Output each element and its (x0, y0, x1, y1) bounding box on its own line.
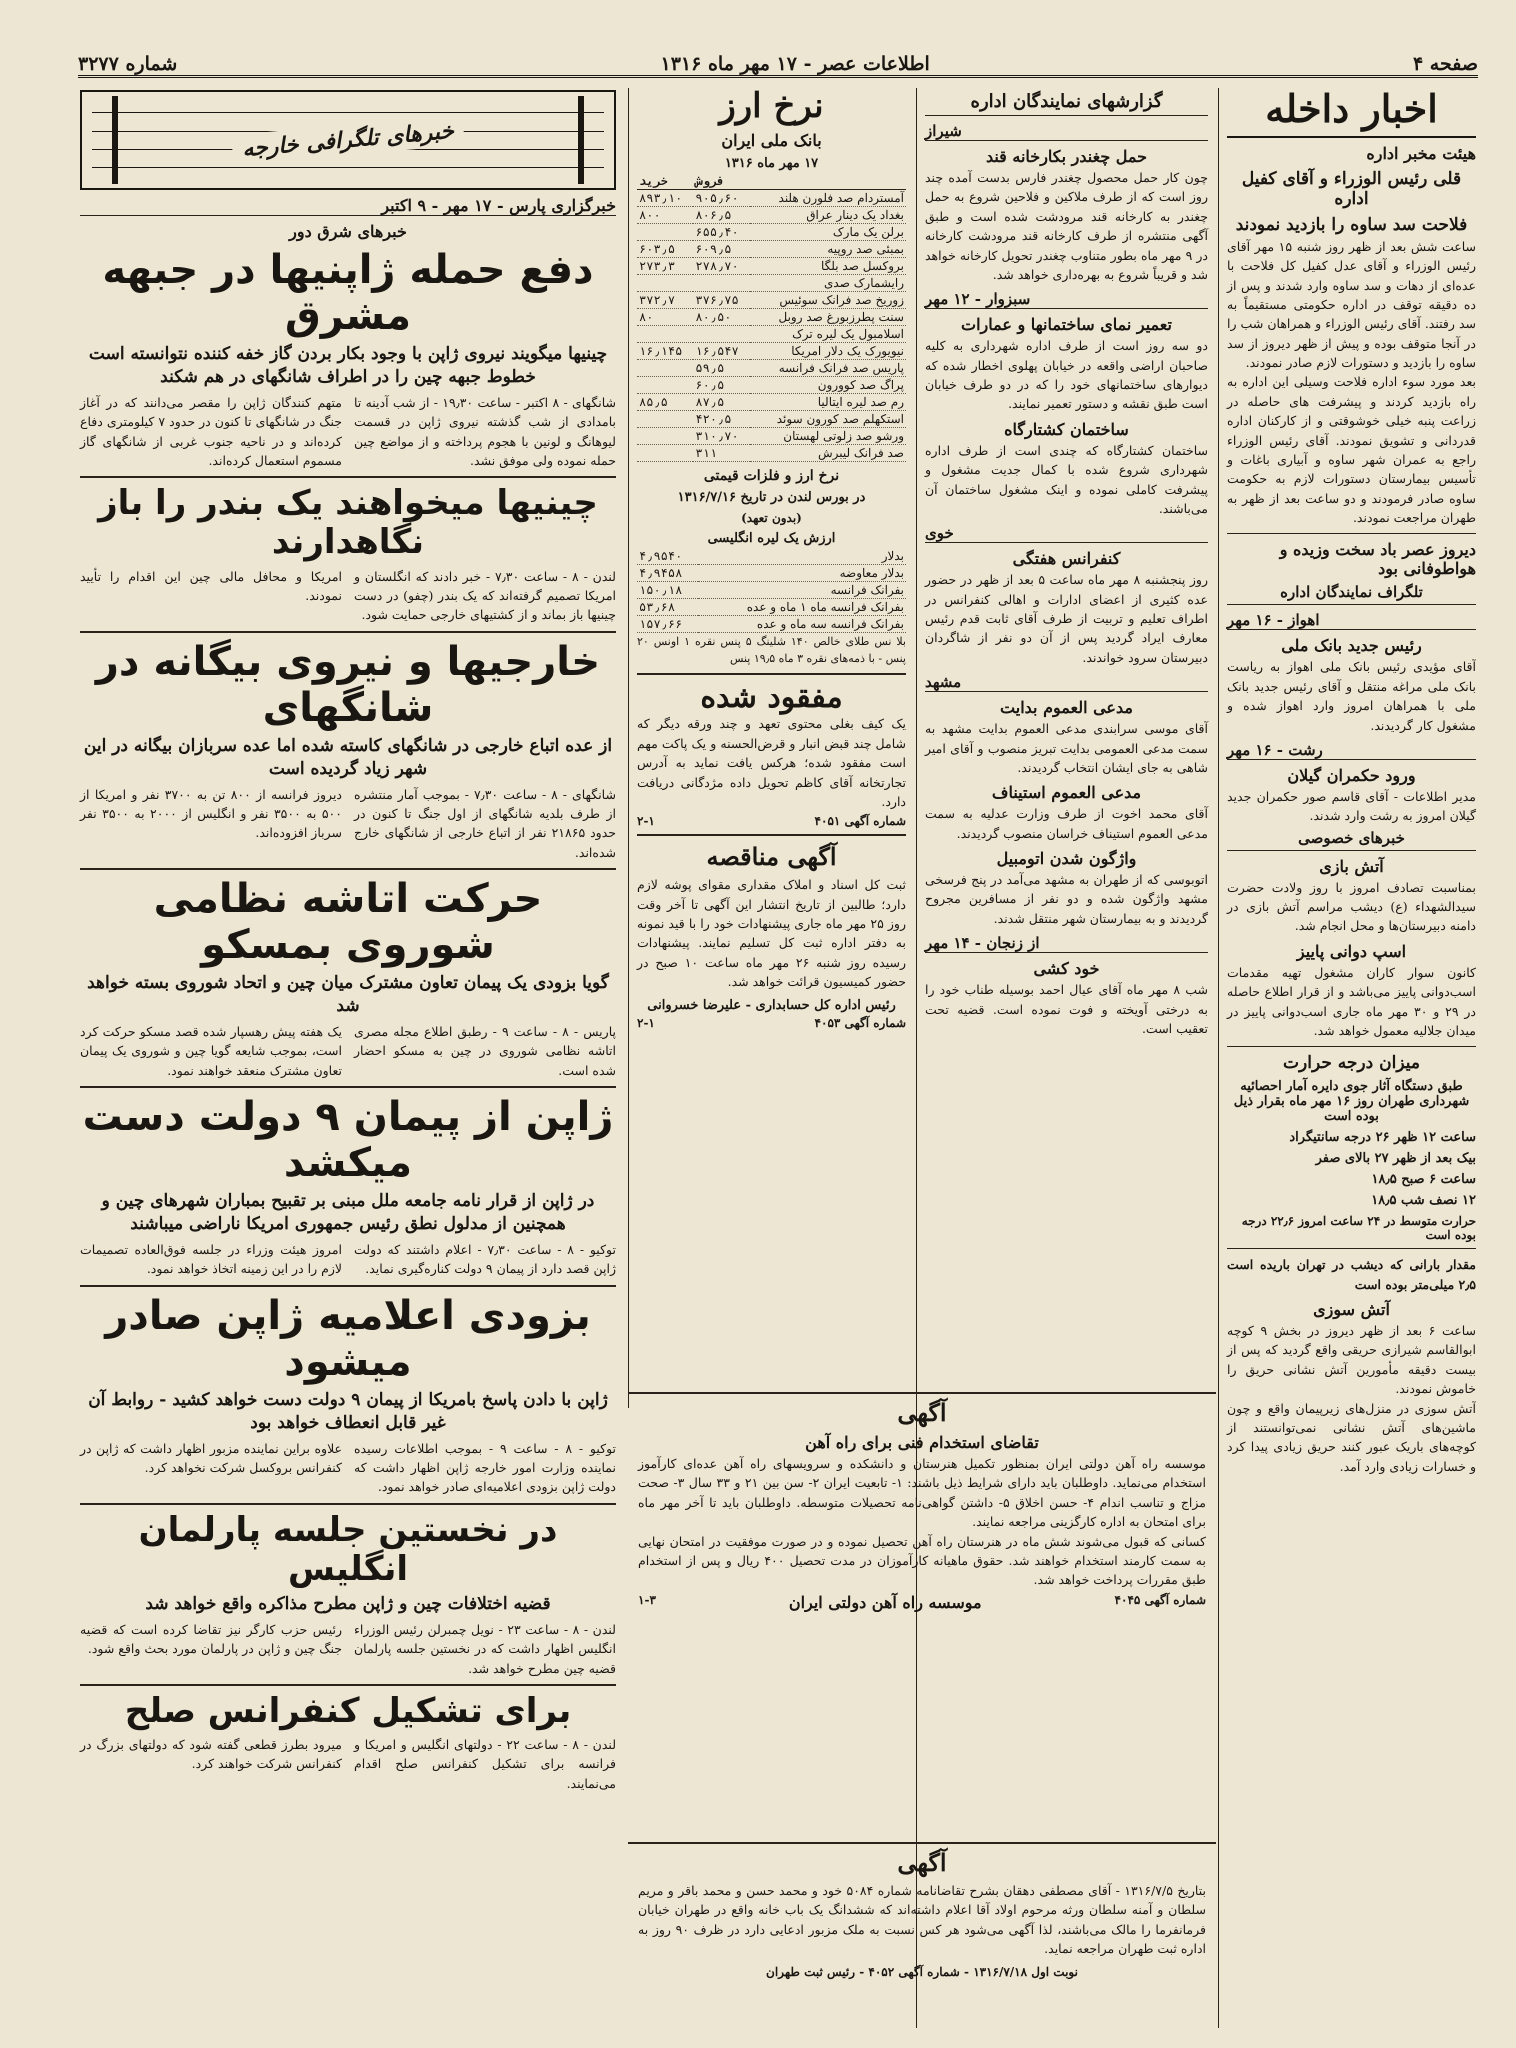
lost-title: مفقود شده (700, 680, 843, 716)
london-cell-val: ۱۵۰٫۱۸ (637, 582, 698, 599)
rasht-head: ورود حکمران گیلان (1287, 765, 1416, 785)
property-ad-text: بتاریخ ۱۳۱۶/۷/۵ - آقای مصطفی دهقان بشرح تقاضانامه شماره ۵۰۸۴ خود و محمد حسن و محمد باقر و مریم سلطان و آمنه سلطان ورثه مرحوم اولاد آقا اعلام داشته‌اند که ششدانگ یک باب خانه واقع در طهران خیابان فرمانفرما را مالک می‌باشند، لذا آگهی می‌شود هر کس نسبت به ملک مزبور ادعایی دارد در ظرف ۹۰ روز به اداره ثبت طهران مراجعه نماید. (638, 1883, 1206, 1957)
exchange-cell-sell: ۸۷٫۵ (693, 394, 749, 411)
divider (1227, 1046, 1476, 1047)
exchange-cell-sell (693, 275, 749, 292)
exchange-cell-name: برلن یک مارک (750, 224, 906, 241)
exchange-cell-sell: ۶۰٫۵ (693, 377, 749, 394)
exchange-row (637, 428, 906, 445)
gold-text: بلا نس طلای خالص ۱۴۰ شلینگ ۵ پنس نقره ۱ اونس ۲۰ پنس - با ذمه‌های نقره ۳ ماه ۱۹٫۵ پنس (637, 635, 906, 666)
khoy-city: خوی (925, 524, 1208, 543)
foreign-news-column (70, 88, 626, 2028)
lost-footer (637, 814, 906, 828)
exchange-cell-name: نیویورک یک دلار امریکا (750, 343, 906, 360)
exchange-row (637, 224, 906, 241)
exchange-cell-name: صد فرانک لیبرش (750, 445, 906, 462)
tender-sign: رئیس اداره کل حسابداری - علیرضا خسروانی (647, 997, 896, 1013)
deck-4: گویا بزودی یک پیمان تعاون مشترک میان چین و اتحاد شوروی بسته خواهد شد (87, 973, 609, 1016)
exchange-cell-buy (637, 224, 693, 241)
foreign-news-banner (80, 90, 616, 190)
exchange-row (637, 241, 906, 258)
lost-ad-number: شماره آگهی ۴۰۵۱ (814, 814, 906, 829)
page-label: صفحه ۴ (1412, 52, 1478, 75)
divider (80, 1503, 616, 1505)
exchange-cell-buy: ۳۷۲٫۷ (637, 292, 693, 309)
mashhad-head: مدعی العموم بدایت (1000, 698, 1133, 718)
exchange-cell-sell: ۳۷۶٫۷۵ (693, 292, 749, 309)
exchange-cell-name: پاریس صد فرانک فرانسه (750, 360, 906, 377)
fire-text: بمناسبت تصادف امروز با روز ولادت حضرت سیدالشهداء (ع) دیشب مراسم آتش بازی در دامنه دبیرستان‌ها و محل انجام شد. (1227, 879, 1476, 934)
exchange-cell-name: بمبئی صد روپیه (750, 241, 906, 258)
exchange-cell-buy: ۸۰ (637, 309, 693, 326)
exchange-cell-name: آمستردام صد فلورن هلند (750, 190, 906, 207)
railway-ad-title: آگهی (897, 1398, 947, 1427)
ahvaz-city: اهواز - ۱۶ مهر (1227, 611, 1476, 630)
headline-1: دفع حمله ژاپنیها در جبهه مشرق (102, 247, 594, 339)
london-cell-val: ۱۵۷٫۶۶ (637, 616, 698, 633)
divider (1227, 1248, 1476, 1249)
london-row (637, 599, 906, 616)
divider (1227, 533, 1476, 534)
tender-ad-number: شماره آگهی ۴۰۵۳ (814, 1015, 906, 1030)
exchange-row (637, 258, 906, 275)
exchange-cell-buy (637, 428, 693, 445)
story-7-text-a: لندن - ۸ - ساعت ۲۳ - نویل چمبرلن رئیس الوزراء انگلیس اظهار داشت که در نخستین جلسه پارلمان قضیه چین مطرح خواهد شد. (354, 1621, 616, 1676)
mashhad-text2: آقای محمد اخوت از طرف وزارت عدلیه به سمت مدعی العموم استیناف خراسان منصوب گردیدند. (925, 806, 1208, 841)
bus-head: واژگون شدن اتومبیل (996, 849, 1137, 868)
railway-ad-subtitle: تقاضای استخدام فنی برای راه آهن (805, 1433, 1039, 1452)
fire3-text: آتش سوزی در منزل‌های زیرپیمان واقع و چون ماشین‌های آتش نشانی نمی‌توانستند از کوچه‌های باریک عبور کنند حریق زیادی پیدا کرد و خسارات زیادی وارد آمد. (1227, 1400, 1476, 1474)
domestic-item1-sub: فلاحت سد ساوه را بازدید نمودند (1235, 214, 1468, 235)
exchange-row (637, 292, 906, 309)
temp-row: ساعت ۶ صبح ۱۸٫۵ (1371, 1172, 1476, 1188)
exchange-cell-name: استکهلم صد کورون سوئد (750, 411, 906, 428)
deck-5: در ژاپن از قرار نامه جامعه ملل مبنی بر تقبیح بمباران شهرهای چین و همچنین از مدلول نطق رئیس جمهوری امریکا ناراضی میباشند (101, 1191, 595, 1234)
story-2-text-a: لندن - ۸ - ساعت ۷٫۳۰ - خبر دادند که انگلستان و امریکا تصمیم گرفته‌اند که یک بندر (چفو) در دست چینیها باز بماند و از کشتیهای خارجی حمایت شود. (354, 568, 616, 623)
london-row (637, 565, 906, 582)
story-8-text-a: لندن - ۸ - ساعت ۲۲ - دولتهای انگلیس و امریکا و فرانسه برای تشکیل کنفرانس صلح اقدام می‌نمایند. (354, 1737, 616, 1791)
railway-ad (628, 1392, 1216, 1612)
london-row (637, 548, 906, 565)
lost-ad-run: ۲-۱ (637, 814, 655, 829)
domestic-item1-text2: بعد مورد سوء اداره فلاحت وسیلی این اداره به راه بازدید کردند و پیشرفت های حاصله در زراعت پنبه خیلی خوشوقتی و از کارکنان اداره قدردانی و تشویق نمودند. آقای رئیس الوزراء راجع به عمران شهر ساوه و آبیاری باغات و تأسیس بیمارستان دستورات لازم به حکومت ساوه صادر فرمودند و دو ساعت بعد از ظهر به طهران مراجعت نمودند. (1227, 374, 1476, 526)
exchange-cell-sell: ۴۲۰٫۵ (693, 411, 749, 428)
property-ad (628, 1842, 1216, 1981)
story-1 (80, 393, 616, 471)
deck-6: ژاپن با دادن پاسخ بامریکا از پیمان ۹ دولت دست خواهد کشید - روابط آن غیر قابل انعطاف خواهد بود (88, 1389, 608, 1433)
story-3-text-a: شانگهای - ۸ - ساعت ۷٫۳۰ - بموجب آمار منتشره از طرف بلدیه شانگهای از اول جنگ تا کنون در حدود ۲۱۸۶۵ نفر از اتباع خارجی از شانگهای خارج شده‌اند. (354, 786, 616, 860)
rasht-text: مدیر اطلاعات - آقای قاسم صور حکمران جدید گیلان امروز به رشت وارد شدند. (1227, 788, 1476, 824)
london-cell-name: بفرانک فرانسه سه ماه و عده (698, 616, 906, 633)
exchange-row (637, 343, 906, 360)
property-ad-footer: نوبت اول ۱۳۱۶/۷/۱۸ - شماره آگهی ۴۰۵۲ - رئیس ثبت طهران (766, 1964, 1078, 1979)
exchange-cell-name: رم صد لیره ایتالیا (750, 394, 906, 411)
mashhad-head2: مدعی العموم استیناف (991, 783, 1142, 803)
exchange-cell-buy (637, 445, 693, 462)
exchange-cell-name: بغداد یک دینار عراق (750, 207, 906, 224)
railway-ad-text: موسسه راه آهن دولتی ایران بمنظور تکمیل هنرستان و دانشکده و سرویسهای راه آهن عده‌ای کارآموز استخدام می‌نماید. داوطلبان باید دارای شرایط ذیل باشند: ۱- تابعیت ایران ۲- سن بین ۲۱ و ۳۳ سال ۳- صحت مزاج و تناسب اندام ۴- حسن اخلاق ۵- داشتن گواهی‌نامه تحصیلات متوسطه. داوطلبان باید تا آخر مهر ماه برای امتحان به اداره کارگزینی مراجعه نمایند. (638, 1456, 1207, 1530)
exchange-cell-name: زوریخ صد فرانک سوئیس (750, 292, 906, 309)
shiraz-city: شیراز (925, 122, 1208, 141)
exchange-cell-sell: ۹۰۵٫۶۰ (693, 190, 749, 207)
london-row (637, 616, 906, 633)
shiraz-head: حمل چغندر بکارخانه قند (985, 147, 1148, 166)
fire2-head: آتش سوزی (1313, 1300, 1390, 1320)
exchange-cell-sell: ۳۱۰٫۷۰ (693, 428, 749, 445)
exchange-row (637, 394, 906, 411)
zanjan-head: خود کشی (1033, 959, 1100, 979)
story-8-text-b: میرود بطرز قطعی گفته شود که دولتهای بزرگ در کنفرانس شرکت خواهند کرد. (80, 1737, 342, 1772)
property-ad-title: آگهی (897, 1848, 947, 1877)
rasht-city: رشت - ۱۶ مهر (1227, 741, 1476, 760)
exchange-cell-sell: ۳۱۱ (693, 445, 749, 462)
deck-3: از عده اتباع خارجی در شانگهای کاسته شده اما عده سربازان بیگانه در این شهر زیاد گردیده است (83, 735, 613, 779)
exchange-date: ۱۷ مهر ماه ۱۳۱۶ (724, 156, 819, 172)
temp-row: ۱۲ نصف شب ۱۸٫۵ (1371, 1193, 1476, 1209)
sabzevar-head: تعمیر نمای ساختمانها و عمارات (961, 315, 1172, 335)
mashhad-text: آقای موسی سرابندی مدعی العموم بدایت مشهد به سمت مدعی العمومی بدایت تبریز منصوب و آقای امیر شاهی به جای ایشان انتخاب گردیدند. (925, 721, 1208, 775)
exchange-row (637, 360, 906, 377)
masthead (78, 52, 1478, 78)
masthead-center: اطلاعات عصر - ۱۷ مهر ماه ۱۳۱۶ (660, 52, 930, 75)
exchange-cell-name: رایشمارک صدی (750, 275, 906, 292)
exchange-row (637, 411, 906, 428)
london-row (637, 582, 906, 599)
headline-2: چینیها میخواهند یک بندر را باز نگاهدارند (98, 483, 598, 563)
sabzevar-text: دو سه روز است از طرف اداره شهرداری به کلیه صاحبان اراضی واقعه در خیابان پهلوی اخطار شده که دیوارهای ساختمانهای خود را که در دو طرف خیابان است طبق نقشه و دستور تعمیر نمایند. (925, 338, 1208, 412)
exchange-bank: بانک ملی ایران (721, 131, 822, 151)
exchange-row (637, 190, 906, 207)
london-cell-name: بفرانک فرانسه ماه ۱ ماه و عده (698, 599, 906, 616)
divider (80, 1285, 616, 1287)
khoy-head: کنفرانس هفتگی (1012, 549, 1121, 569)
exchange-cell-buy: ۲۷۳٫۳ (637, 258, 693, 275)
exchange-cell-name: سنت پطرزبورغ صد روبل (750, 309, 906, 326)
reports-column (916, 88, 1216, 2028)
london-table (637, 548, 906, 633)
story-2-text-b: امریکا و محافل مالی چین این اقدام را تأیید نمودند. (80, 568, 342, 603)
divider (80, 476, 616, 478)
deck-1: چینیها میگویند نیروی ژاپن با وجود بکار بردن گاز خفه کننده نتوانسته است خطوط جبهه چین را در اطراف شانگهای در هم شکند (88, 344, 608, 387)
story-7 (80, 1620, 616, 1678)
reports-title: گزارشهای نمایندگان اداره (925, 88, 1208, 116)
exchange-cell-buy (637, 360, 693, 377)
tender-footer (637, 1016, 906, 1030)
story-5-text-b: امروز هیئت وزراء در جلسه فوق‌العاده تصمیمات لازم را در این زمینه اتخاذ خواهد نمود. (80, 1241, 342, 1277)
temp-note: حرارت متوسط در ۲۴ ساعت امروز ۲۲٫۶ درجه بوده است (1241, 1214, 1476, 1243)
headline-6: بزودی اعلامیه ژاپن صادر میشود (105, 1292, 591, 1385)
headline-5: ژاپن از پیمان ۹ دولت دست میکشد (82, 1094, 614, 1187)
exchange-column (628, 88, 914, 1408)
exchange-cell-name: پراگ صد کوورون (750, 377, 906, 394)
tender-ad-run: ۲-۱ (637, 1015, 655, 1030)
zanjan-text: شب ۸ مهر ماه آقای عیال احمد بوسیله طناب خود را به درختی آویخته و فوت نموده است. قضیه تحت تعقیب است. (925, 982, 1208, 1036)
london-cell-val: ۵۳٫۶۸ (637, 599, 698, 616)
london-cell-name: بدلار (698, 548, 906, 565)
polo-head: اسپ دوانی پاییز (1296, 941, 1407, 961)
exchange-cell-buy: ۶۰۳٫۵ (637, 241, 693, 258)
exchange-title: نرخ ارز (719, 88, 824, 126)
story-6-text-a: توکیو - ۸ - ساعت ۹ - بموجب اطلاعات رسیده نماینده وزارت امور خارجه ژاپن اظهار داشت که دولت ژاپن بزودی اعلامیه‌ای صادر خواهد نمود. (354, 1440, 617, 1495)
exchange-row (637, 275, 906, 292)
exchange-cell-buy (637, 326, 693, 343)
exchange-table (637, 173, 906, 462)
domestic-dest-label: هیئت مخبر اداره (1366, 143, 1476, 163)
story-5 (80, 1240, 616, 1279)
mashhad-city: مشهد (925, 673, 1208, 692)
london-cell-name: بفرانک فرانسه (698, 582, 906, 599)
khoy-text: روز پنجشنبه ۸ مهر ماه ساعت ۵ بعد از ظهر در حضور عده کثیری از اعضای ادارات و اهالی کنفرانس در اطراف تعلیم و تربیت از طرف آقای ثابت قدم رئیس معارف ایراد گردید پس از آن دو نفر از شاگردان دبیرستان سرود خواندند. (925, 572, 1208, 665)
temp-row: بیک بعد از ظهر ۲۷ بالای صفر (1315, 1151, 1476, 1167)
value-head: ارزش یک لیره انگلیسی (707, 531, 836, 547)
london-cell-name: بدلار معاوضه (698, 565, 906, 582)
metals-head: نرخ ارز و فلزات قیمتی (703, 468, 840, 485)
domestic-news-column (1218, 88, 1476, 2028)
london-cell-val: ۴٫۹۴۵۸ (637, 565, 698, 582)
exchange-cell-sell: ۲۷۸٫۷۰ (693, 258, 749, 275)
temp-table (1227, 1130, 1476, 1208)
domestic-item1-text: ساعت شش بعد از ظهر روز شنبه ۱۵ مهر آقای رئیس الوزراء و آقای عدل کفیل کل فلاحت با عده‌ای از دهات و سد ساوه وارد شدند و پس از ده دقیقه توقف در اداره حکومتی مستقیماً به سد رفتند. آقای رئیس الوزراء و همراهان شب را در آنجا متوقف بوده و پیش از ظهر دیروز از سد ساوه را بازدید و دستورات لازم صادر نمودند. (1227, 238, 1476, 371)
polo-text: کانون سوار کاران مشغول تهیه مقدمات اسب‌دوانی پاییز می‌باشد و از قرار اطلاع حاصله در ۲۹ و ۳۰ مهر ماه جاری اسب‌دوانی پاییز در میدان جلالیه معمول خواهد شد. (1227, 964, 1476, 1038)
exchange-cell-sell: ۸۰٫۵۰ (693, 309, 749, 326)
story-1-text-a: شانگهای - ۸ اکتبر - ساعت ۱۹٫۳۰ - از شب آدینه تا بامدادی از شب گذشته نیروی ژاپن در قسمت لیوهانگ و لونین با هجوم پرداخته و از مواضع چین حمله نموده ولی موفق نشد. (354, 394, 616, 468)
story-2 (80, 567, 616, 625)
exchange-cell-sell: ۶۵۵٫۴۰ (693, 224, 749, 241)
lost-text: یک کیف بغلی محتوی تعهد و چند ورقه دیگر که شامل چند قبض انبار و قرض‌الحسنه و یک پاکت مهم است مفقود شده؛ هرکس یافت نماید به آدرس تجارتخانه آقای کاظم تحویل داده مژدگانی دریافت دارد. (637, 716, 906, 809)
temp-sub: طبق دستگاه آثار جوی دایره آمار احصائیه شهرداری طهران روز ۱۶ مهر ماه بقرار ذیل بوده است (1233, 1079, 1470, 1125)
exchange-cell-buy (637, 275, 693, 292)
exchange-cell-sell: ۶۰۹٫۵ (693, 241, 749, 258)
exchange-row (637, 326, 906, 343)
col-buy: خرید (637, 173, 693, 190)
domestic-item1-head: قلی رئیس الوزراء و آقای کفیل اداره (1241, 168, 1462, 209)
wind-head: دیروز عصر باد سخت وزیده و هواطوفانی بود (1279, 540, 1476, 579)
headline-7: در نخستین جلسه پارلمان انگلیس (138, 1509, 558, 1589)
exchange-cell-buy: ۸۵٫۵ (637, 394, 693, 411)
domestic-news-title: اخبار داخله (1227, 88, 1476, 138)
london-head: در بورس لندن در تاریخ ۱۳۱۶/۷/۱۶ (677, 490, 866, 506)
divider (637, 834, 906, 836)
story-3-text-b: دیروز فرانسه از ۸۰۰ تن به ۳۷۰۰ نفر و امریکا از ۵۰۰ به ۳۵۰۰ نفر و انگلیس از ۲۰۰۰ به ۳۵۰۰ نفر سرباز افزوده‌اند. (80, 786, 342, 841)
divider (80, 1684, 616, 1686)
exchange-cell-sell: ۱۶٫۵۴۷ (693, 343, 749, 360)
headline-3: خارجیها و نیروی بیگانه در شانگهای (95, 638, 601, 731)
exchange-row (637, 377, 906, 394)
telegraph-pole-icon (578, 96, 584, 184)
london-cell-val: ۴٫۹۵۴۰ (637, 548, 698, 565)
fire-head: آتش بازی (1319, 856, 1384, 876)
shiraz-text: چون کار حمل محصول چغندر فارس بدست آمده چند روز است که از طرف ملاکین و فلاحین شروع به حمل چغندر به کارخانه قند مرودشت شده است و طبق آگهی منتشره از طرف کارخانه قند مرودشت کارخانه در ۹ مهر ماه بطور متناوب چغندر تحویل کارخانه خواهد شد و قریباً شروع به بهره‌داری خواهد شد. (925, 170, 1208, 282)
slaughter-text: ساختمان کشتارگاه که چندی است از طرف اداره شهرداری شروع شده با کمال جدیت مشغول و پیشرفت کاملی نموده و اینک مشغول ساختمان آن می‌باشند. (925, 442, 1208, 516)
exchange-cell-buy: ۸۰۰ (637, 207, 693, 224)
headline-4: حرکت اتاشه نظامی شوروی بمسکو (153, 876, 543, 969)
ahvaz-text: آقای مؤیدی رئیس بانک ملی اهواز به ریاست بانک ملی مراغه منتقل و آقای رئیس جدید بانک ملی با همراهان امروز وارد اهواز شده و مشغول کار گردیدند. (1227, 659, 1476, 733)
telegraph-pole-icon (112, 96, 118, 184)
exchange-cell-name: اسلامبول یک لیره ترک (750, 326, 906, 343)
banner-text: خبرهای تلگرافی خارجه (231, 115, 465, 165)
exchange-row (637, 207, 906, 224)
story-4 (80, 1022, 616, 1080)
exchange-cell-name: ورشو صد زلوتی لهستان (750, 428, 906, 445)
headline-8: برای تشکیل کنفرانس صلح (124, 1690, 572, 1731)
sabzevar-city: سبزوار - ۱۲ مهر (925, 290, 1208, 309)
fire2-text: ساعت ۶ بعد از ظهر دیروز در بخش ۹ کوچه ابوالقاسم شیرازی حریقی واقع گردید که پس از بیست دقیقه مأمورین آتش نشانی حریق را خاموش نمودند. (1227, 1323, 1476, 1397)
exchange-row (637, 309, 906, 326)
special-head: خبرهای خصوصی (1227, 826, 1476, 851)
far-east-label: خبرهای شرق دور (289, 222, 407, 241)
railway-ad-org: موسسه راه آهن دولتی ایران (788, 1592, 982, 1612)
exchange-cell-sell: ۸۰۶٫۵ (693, 207, 749, 224)
col-sell: فروش (693, 173, 749, 190)
divider (80, 631, 616, 633)
exchange-row (637, 445, 906, 462)
slaughter-head: ساختمان کشتارگاه (1004, 419, 1129, 439)
tender-text: ثبت کل اسناد و املاک مقداری مقوای پوشه لازم دارد؛ طالبین از تاریخ انتشار این آگهی تا آخر وقت روز ۲۵ مهر ماه جاری پیشنهادات خود را با قید نمونه به دفتر اداره ثبت کل تسلیم نمایند. پیشنهادات رسیده روز شنبه ۲۶ مهر ماه ساعت ۱۰ صبح در حضور کمیسیون قرائت خواهد شد. (637, 877, 906, 990)
rain-text: مقدار بارانی که دیشب در تهران باریده است ۲٫۵ میلی‌متر بوده است (1227, 1257, 1476, 1292)
story-6-text-b: علاوه براین نماینده مزبور اظهار داشت که ژاپن در کنفرانس بروکسل شرکت نخواهد کرد. (80, 1440, 342, 1475)
divider (80, 1086, 616, 1088)
railway-ad-run: ۱-۳ (638, 1592, 656, 1607)
exchange-cell-name: بروکسل صد بلگا (750, 258, 906, 275)
exchange-cell-buy (637, 377, 693, 394)
railway-ad-footer (638, 1593, 1206, 1612)
story-4-text-b: یک هفته پیش رهسپار شده قصد مسکو حرکت کرد است، بموجب شایعه گویا چین و شوروی یک پیمان تعاون مشترک منعقد خواهند نمود. (80, 1023, 342, 1078)
deck-7: قضیه اختلافات چین و ژاپن مطرح مذاکره واقع خواهد شد (145, 1593, 551, 1614)
story-7-text-b: رئیس حزب کارگر نیز تقاضا کرده است که قضیه جنگ چین و ژاپن در پارلمان مورد بحث واقع شود. (80, 1621, 342, 1657)
temp-row: ساعت ۱۲ ظهر ۲۶ درجه سانتیگراد (1289, 1130, 1476, 1146)
bus-text: اتوبوسی که از طهران به مشهد می‌آمد در پنج فرسخی مشهد واژگون شده و دو نفر از مسافرین مجروح گردیدند و به بیمارستان شهر منتقل شدند. (925, 872, 1208, 926)
zanjan-city: از زنجان - ۱۴ مهر (925, 934, 1208, 953)
railway-ad-text2: کسانی که قبول می‌شوند شش ماه در هنرستان راه آهن تحصیل نموده و در صورت موفقیت در امتحان نهایی به سمت کارمند استخدام خواهند شد. حقوق ماهیانه کارآموزان در مدت تحصیل ۴۰۰ ریال و پس از استخدام طبق مقررات پرداخت خواهد شد. (638, 1533, 1206, 1588)
exchange-cell-buy: ۸۹۳٫۱۰ (637, 190, 693, 207)
issue-number: شماره ۳۲۷۷ (78, 52, 178, 75)
exchange-cell-buy (637, 411, 693, 428)
story-5-text-a: توکیو - ۸ - ساعت ۷٫۳۰ - اعلام داشتند که دولت ژاپن قصد دارد از پیمان ۹ دولت کناره‌گیری نماید. (354, 1241, 616, 1277)
story-8 (80, 1735, 616, 1793)
ahvaz-head: رئیس جدید بانک ملی (1281, 636, 1422, 656)
divider (637, 673, 906, 675)
tender-title: آگهی مناقصه (706, 842, 837, 872)
story-4-text-a: پاریس - ۸ - ساعت ۹ - رطبق اطلاع مجله مصری اتاشه نظامی شوروی در چین به مسکو احضار شده است. (354, 1023, 616, 1078)
exchange-cell-sell (693, 326, 749, 343)
telegraph-head: تلگراف نمایندگان اداره (1227, 580, 1476, 605)
temp-head: میزان درجه حرارت (1283, 1053, 1420, 1074)
story-3 (80, 785, 616, 863)
divider (80, 868, 616, 870)
london-sub: (بدون تعهد) (741, 511, 802, 526)
story-1-text-b: متهم کنندگان ژاپن را مقصر می‌دانند که در آغاز جنگ در شانگهای تا کنون در حدود ۷ کیلومتری دفاع کرده‌اند و در ناحیه جنوب غربی از شانگهای گاز مسموم استعمال کرده‌اند. (80, 394, 342, 468)
pars-line: خبرگزاری پارس - ۱۷ مهر - ۹ اکتبر (80, 196, 616, 216)
exchange-cell-sell: ۵۹٫۵ (693, 360, 749, 377)
story-6 (80, 1439, 616, 1497)
exchange-table-header (637, 173, 906, 190)
exchange-cell-buy: ۱۶٫۱۴۵ (637, 343, 693, 360)
railway-ad-number: شماره آگهی ۴۰۴۵ (1114, 1592, 1206, 1607)
